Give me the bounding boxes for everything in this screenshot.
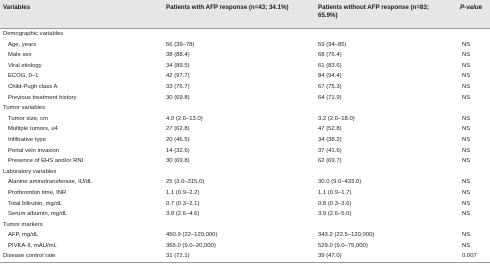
cell-without-afp: 61 (83.6)	[318, 62, 342, 69]
cell-pvalue: NS	[462, 41, 471, 48]
cell-variable: Prothrombin time, INR	[8, 189, 67, 196]
cell-variable: Infiltrative type	[8, 136, 46, 143]
table-row	[0, 146, 490, 157]
cell-variable: Tumor markers	[3, 221, 43, 228]
table-row	[0, 124, 490, 135]
cell-without-afp: 343.2 (22.5–120,000)	[318, 232, 375, 239]
cell-with-afp: 38 (88.4)	[166, 52, 190, 59]
header-variables: Variables	[3, 4, 31, 11]
cell-pvalue: NS	[462, 179, 471, 186]
cell-with-afp: 20 (46.5)	[166, 136, 190, 143]
cell-variable: Age, years	[8, 41, 37, 48]
cell-without-afp: 34 (38.2)	[318, 136, 342, 143]
cell-without-afp: 3.2 (2.0–18.0)	[318, 115, 355, 122]
cell-without-afp: 3.9 (2.6–5.0)	[318, 211, 352, 218]
table-row	[0, 251, 490, 263]
cell-with-afp: 1.1 (0.9–2.2)	[166, 189, 200, 196]
table-row	[0, 167, 490, 178]
cell-with-afp: 33 (76.7)	[166, 83, 190, 90]
table-row	[0, 230, 490, 241]
cell-without-afp: 47 (52.8)	[318, 126, 342, 133]
cell-without-afp: 59 (34–85)	[318, 41, 347, 48]
cell-without-afp: 39 (47.0)	[318, 253, 342, 260]
cell-variable: Portal vein invasion	[8, 147, 60, 154]
cell-variable: Laboratory variables	[3, 168, 57, 175]
table-row	[0, 188, 490, 199]
cell-without-afp: 1.1 (0.9–1.7)	[318, 189, 352, 196]
cell-with-afp: 14 (32.6)	[166, 147, 190, 154]
header-without-afp: Patients without AFP response (n=83; 65.9%)	[318, 4, 429, 19]
header-pvalue: P-value	[460, 4, 483, 11]
cell-pvalue: NS	[462, 126, 471, 133]
cell-without-afp: 62 (69.7)	[318, 158, 342, 165]
cell-pvalue: NS	[462, 242, 471, 249]
table-row	[0, 50, 490, 61]
cell-pvalue: NS	[462, 136, 471, 143]
cell-with-afp: 25 (3.0–315.0)	[166, 179, 205, 186]
cell-without-afp: 64 (71.9)	[318, 94, 342, 101]
cell-without-afp: 37 (41.6)	[318, 147, 342, 154]
cell-pvalue: NS	[462, 62, 471, 69]
cell-variable: Total bilirubin, mg/dL	[8, 200, 63, 207]
cell-variable: Tumor variables	[3, 105, 46, 112]
cell-pvalue: NS	[462, 189, 471, 196]
cell-with-afp: 3.8 (2.6–4.6)	[166, 211, 200, 218]
cell-pvalue: NS	[462, 147, 471, 154]
table-header	[0, 0, 490, 29]
cell-pvalue: NS	[462, 52, 471, 59]
cell-with-afp: 42 (97.7)	[166, 73, 190, 80]
cell-with-afp: 56 (39–78)	[166, 41, 195, 48]
cell-with-afp: 27 (62.8)	[166, 126, 190, 133]
cell-variable: Tumor size, cm	[8, 115, 49, 122]
table-row	[0, 93, 490, 104]
cell-variable: Presence of EHS and/or RNI	[8, 158, 84, 165]
table-row	[0, 71, 490, 82]
cell-with-afp: 30 (69.8)	[166, 158, 190, 165]
table-row	[0, 156, 490, 167]
table-row	[0, 61, 490, 72]
cell-with-afp: 365.0 (9.0–20,000)	[166, 242, 216, 249]
cell-variable: Multiple tumors, ≥4	[8, 126, 58, 133]
cell-variable: Previous treatment history	[8, 94, 77, 101]
cell-variable: ECOG, 0–1	[8, 73, 39, 80]
table-row	[0, 29, 490, 40]
cell-variable: Alanine aminotransferase, IU/dL	[8, 179, 93, 186]
table-row	[0, 40, 490, 51]
table-row	[0, 114, 490, 125]
cell-pvalue: NS	[462, 200, 471, 207]
cell-variable: Disease control rate	[3, 253, 56, 260]
cell-variable: AFP, mg/dL	[8, 232, 39, 239]
table-row	[0, 135, 490, 146]
cell-pvalue: NS	[462, 115, 471, 122]
cell-variable: Demographic variables	[3, 31, 64, 37]
cell-variable: Child-Pugh class A	[8, 83, 58, 90]
table-row	[0, 177, 490, 188]
cell-variable: Serum albumin, mg/dL	[8, 211, 68, 218]
cell-without-afp: 529.0 (9.0–75,000)	[318, 242, 368, 249]
cell-with-afp: 450.9 (22–120,000)	[166, 232, 218, 239]
table-row	[0, 103, 490, 114]
table-row	[0, 199, 490, 210]
cell-without-afp: 67 (75.3)	[318, 83, 342, 90]
cell-variable: Male sex	[8, 52, 32, 59]
cell-with-afp: 34 (89.5)	[166, 62, 190, 69]
cell-without-afp: 68 (76.4)	[318, 52, 342, 59]
cell-variable: Viral etiology	[8, 62, 42, 69]
cell-pvalue: NS	[462, 83, 471, 90]
header-with-afp: Patients with AFP response (n=43; 34.1%)	[166, 4, 289, 11]
table-body	[0, 29, 490, 263]
table-row	[0, 241, 490, 252]
cell-pvalue: NS	[462, 158, 471, 165]
table-row	[0, 82, 490, 93]
cell-without-afp: 30.0 (9.0–433.0)	[318, 179, 362, 186]
cell-pvalue: 0.007	[462, 253, 477, 260]
cell-with-afp: 4.0 (2.0–13.0)	[166, 115, 203, 122]
cell-without-afp: 84 (94.4)	[318, 73, 342, 80]
cell-with-afp: 0.7 (0.3–2.1)	[166, 200, 200, 207]
cell-pvalue: NS	[462, 94, 471, 101]
cell-with-afp: 30 (69.8)	[166, 94, 190, 101]
cell-pvalue: NS	[462, 211, 471, 218]
cell-variable: PIVKA-II, mAU/mL	[8, 242, 57, 249]
cell-pvalue: NS	[462, 73, 471, 80]
table-row	[0, 220, 490, 231]
table-row	[0, 209, 490, 220]
cell-without-afp: 0.8 (0.3–3.6)	[318, 200, 352, 207]
cell-with-afp: 31 (72.1)	[166, 253, 190, 260]
cell-pvalue: NS	[462, 232, 471, 239]
